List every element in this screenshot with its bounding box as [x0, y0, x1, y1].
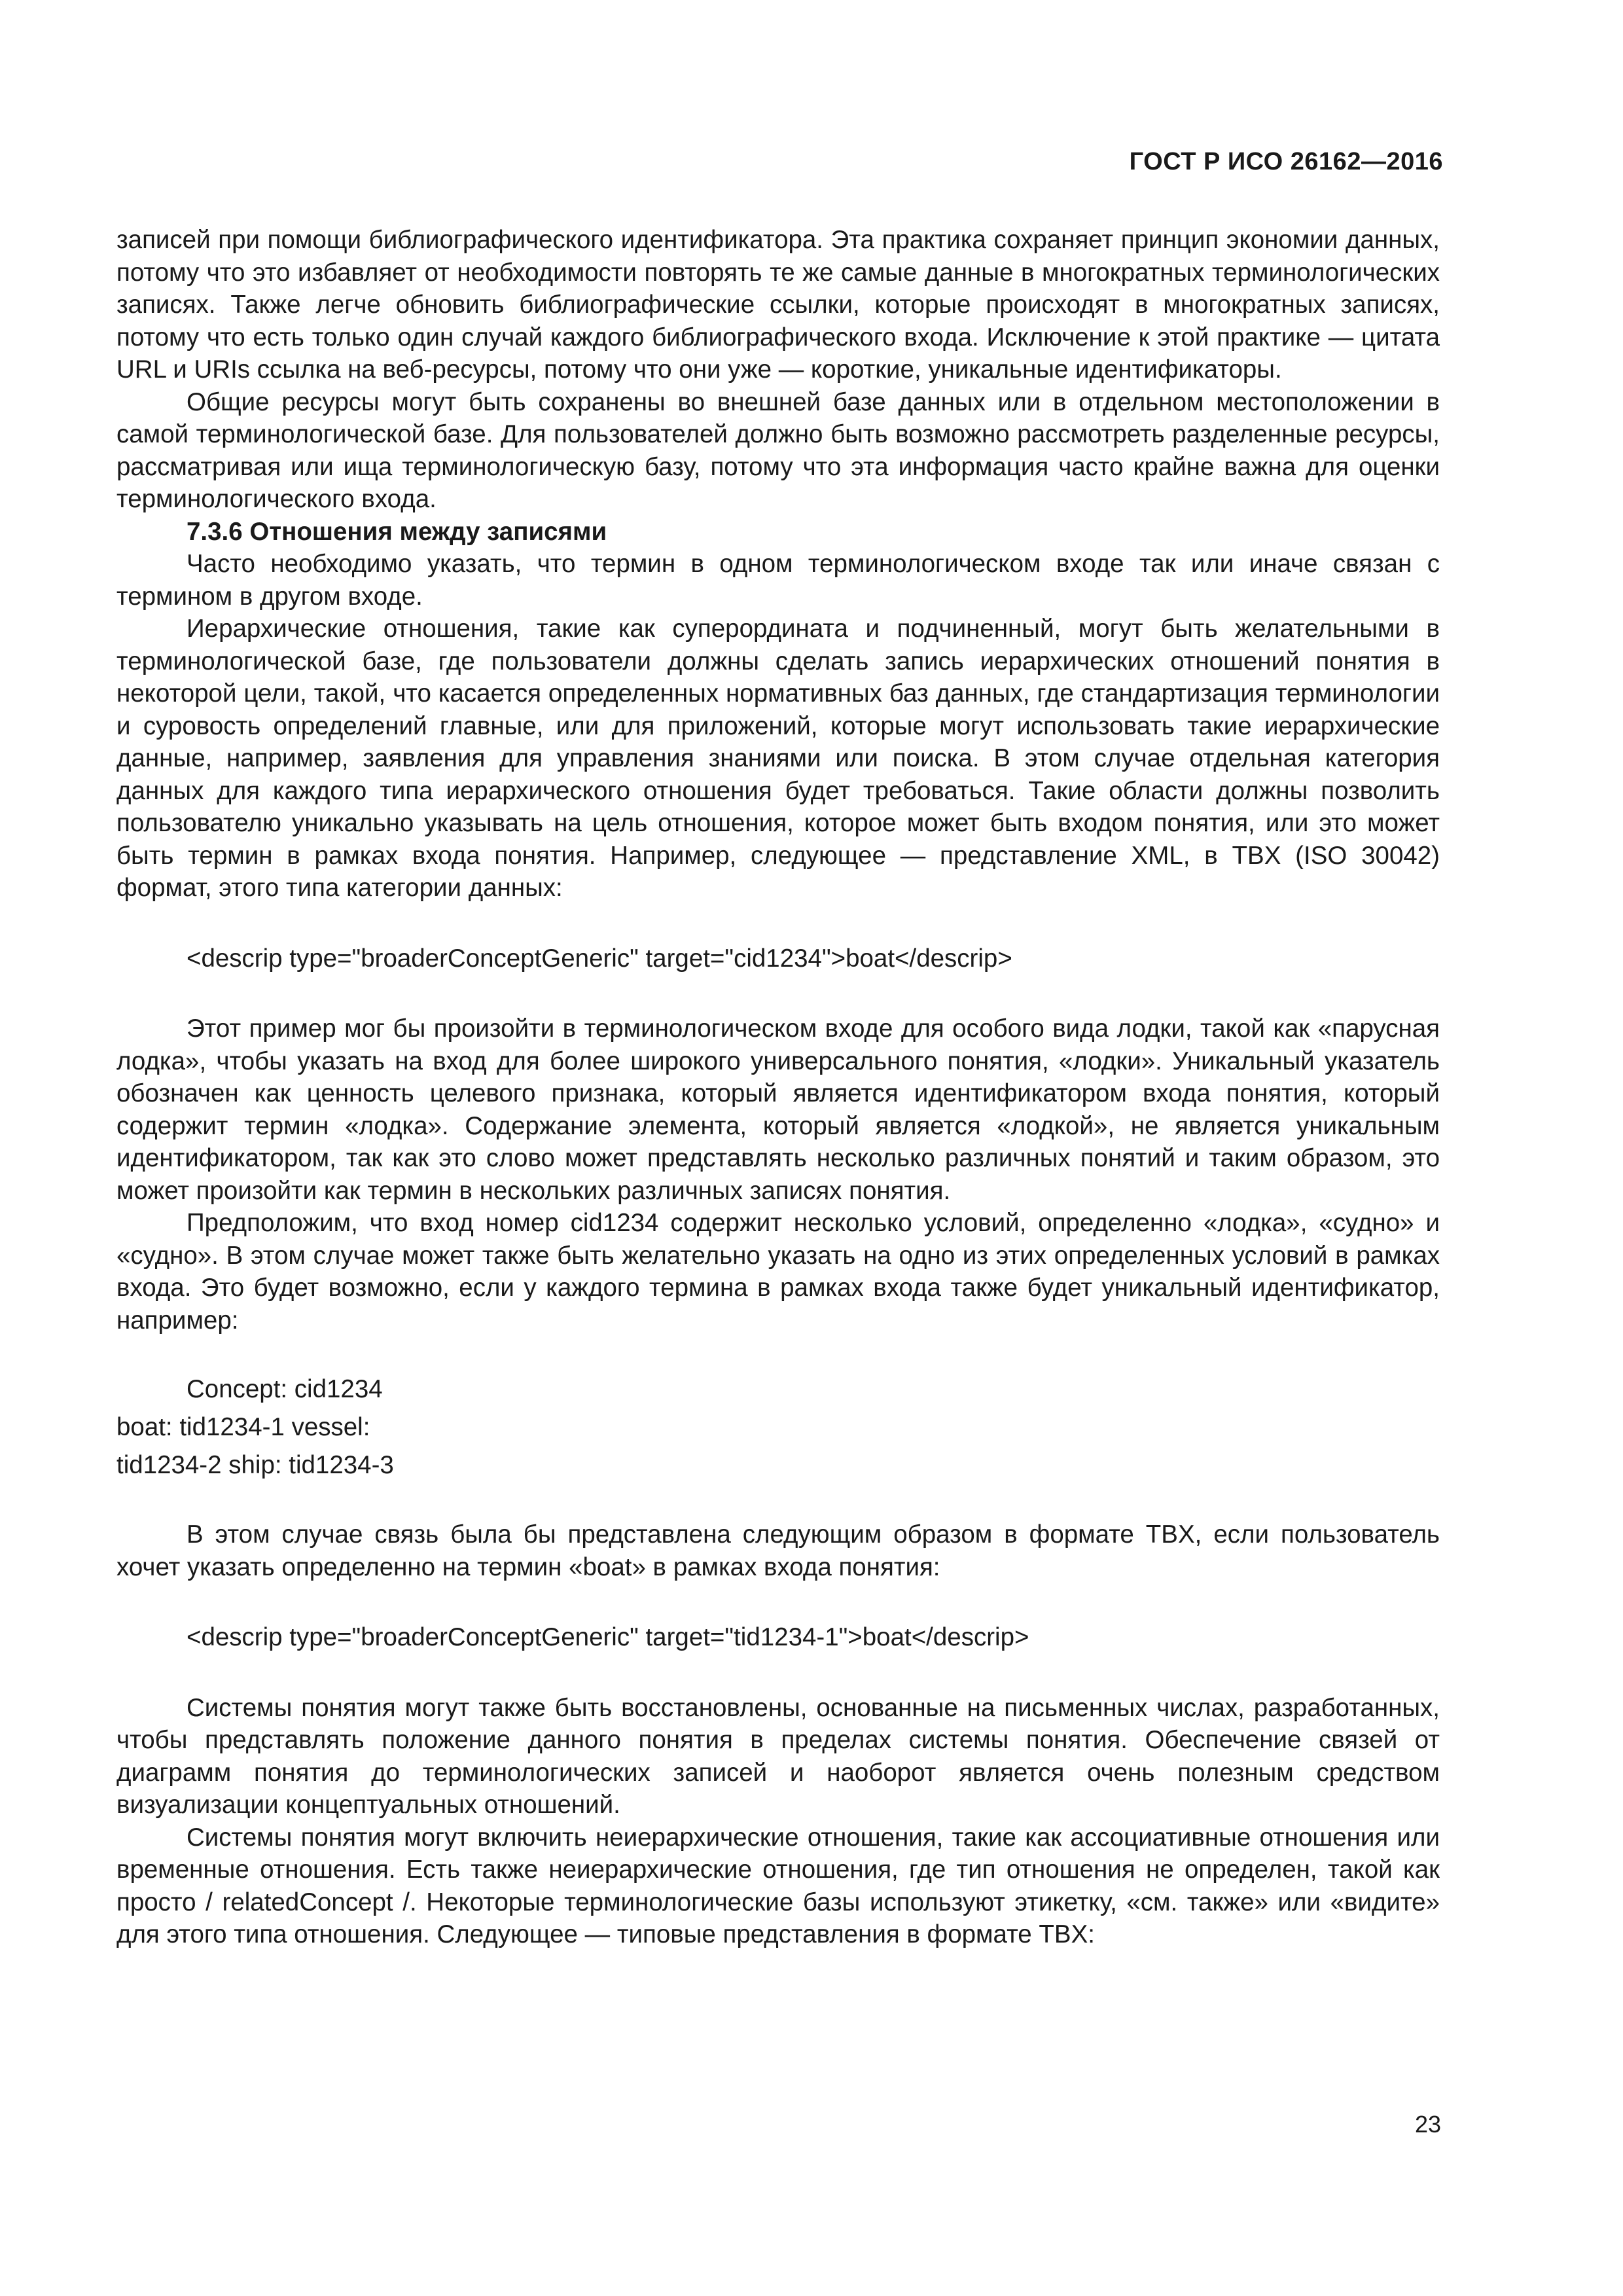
document-body [116, 224, 1440, 1951]
paragraph-7: В этом случае связь была бы представлена следующим образом в формате TBX, если пользователь хочет указать определенно на термин «boat» в рамках входа понятия: [116, 1520, 1440, 1581]
page-number: 23 [1414, 2111, 1441, 2138]
spacer [116, 1654, 1440, 1692]
paragraph-9: Системы понятия могут включить неиерархические отношения, такие как ассоциативные отношения или временные отношения. Есть также неиерархические отношения, где тип отношения не определен, такой как просто / relatedConcept /. Некоторые терминологические базы используют этикетку, «см. также» или «видите» для этого типа отношения. Следующее — типовые представления в формате TBX: [116, 1823, 1440, 1948]
document-header: ГОСТ Р ИСО 26162—2016 [1129, 148, 1443, 175]
paragraph-8: Системы понятия могут также быть восстановлены, основанные на письменных числах, разработанных, чтобы представлять положение данного понятия в пределах системы понятия. Обеспечение связей от диаграмм понятия до терминологических записей и наоборот является очень полезным средством визуализации концептуальных отношений. [116, 1693, 1440, 1819]
spacer [116, 905, 1440, 942]
example-line-2: boat: tid1234-1 vessel: [116, 1413, 370, 1441]
code-example-2: <descrip type="broaderConceptGeneric" target="tid1234-1">boat</descrip> [187, 1623, 1029, 1651]
paragraph-3: Часто необходимо указать, что термин в одном терминологическом входе так или иначе связан с термином в другом входе. [116, 550, 1440, 611]
section-heading: 7.3.6 Отношения между записями [187, 517, 607, 546]
paragraph-6: Предположим, что вход номер cid1234 содержит несколько условий, определенно «лодка», «судно» и «судно». В этом случае может также быть желательно указать на одно из этих определенных условий в рамках входа. Это будет возможно, если у каждого термина в рамках входа также будет уникальный идентификатор, например: [116, 1209, 1440, 1335]
spacer [116, 1484, 1440, 1518]
paragraph-4: Иерархические отношения, такие как суперордината и подчиненный, могут быть желательными в терминологической базе, где пользователи должны сделать запись иерархических отношений понятия в некоторой цели, такой, что касается определенных нормативных баз данных, где стандартизация терминологии и суровость определений главные, или для приложений, которые могут использовать такие иерархические данные, например, заявления для управления знаниями или поиска. В этом случае отдельная категория данных для каждого типа иерархического отношения будет требоваться. Такие области должны позволить пользователю уникально указывать на цель отношения, которое может быть входом понятия, или это может быть термин в рамках входа понятия. Например, следующее — представление XML, в TBX (ISO 30042) формат, этого типа категории данных: [116, 615, 1440, 902]
spacer [116, 1583, 1440, 1621]
example-line-1: Concept: cid1234 [187, 1375, 383, 1403]
paragraph-2: Общие ресурсы могут быть сохранены во внешней базе данных или в отдельном местоположении в самой терминологической базе. Для пользователей должно быть возможно рассмотреть разделенные ресурсы, рассматривая или ища терминологическую базу, потому что эта информация часто крайне важна для оценки терминологического входа. [116, 387, 1440, 513]
spacer [116, 975, 1440, 1013]
spacer [116, 1336, 1440, 1371]
paragraph-5: Этот пример мог бы произойти в терминологическом входе для особого вида лодки, такой как «парусная лодка», чтобы указать на вход для более широкого универсального понятия, «лодки». Уникальный указатель обозначен как ценность целевого признака, который является идентификатором входа понятия, который содержит термин «лодка». Содержание элемента, который является «лодкой», не является уникальным идентификатором, так как это слово может представлять несколько различных понятий и таким образом, это может произойти как термин в нескольких различных записях понятия. [116, 1014, 1440, 1205]
paragraph-1: записей при помощи библиографического идентификатора. Эта практика сохраняет принцип экономии данных, потому что это избавляет от необходимости повторять те же самые данные в многократных терминологических записях. Также легче обновить библиографические ссылки, которые происходят в многократных записях, потому что есть только один случай каждого библиографического входа. Исключение к этой практике — цитата URL и URIs ссылка на веб-ресурсы, потому что они уже — короткие, уникальные идентификаторы. [116, 226, 1440, 384]
code-example-1: <descrip type="broaderConceptGeneric" target="cid1234">boat</descrip> [187, 944, 1012, 973]
example-line-3: tid1234-2 ship: tid1234-3 [116, 1451, 394, 1479]
